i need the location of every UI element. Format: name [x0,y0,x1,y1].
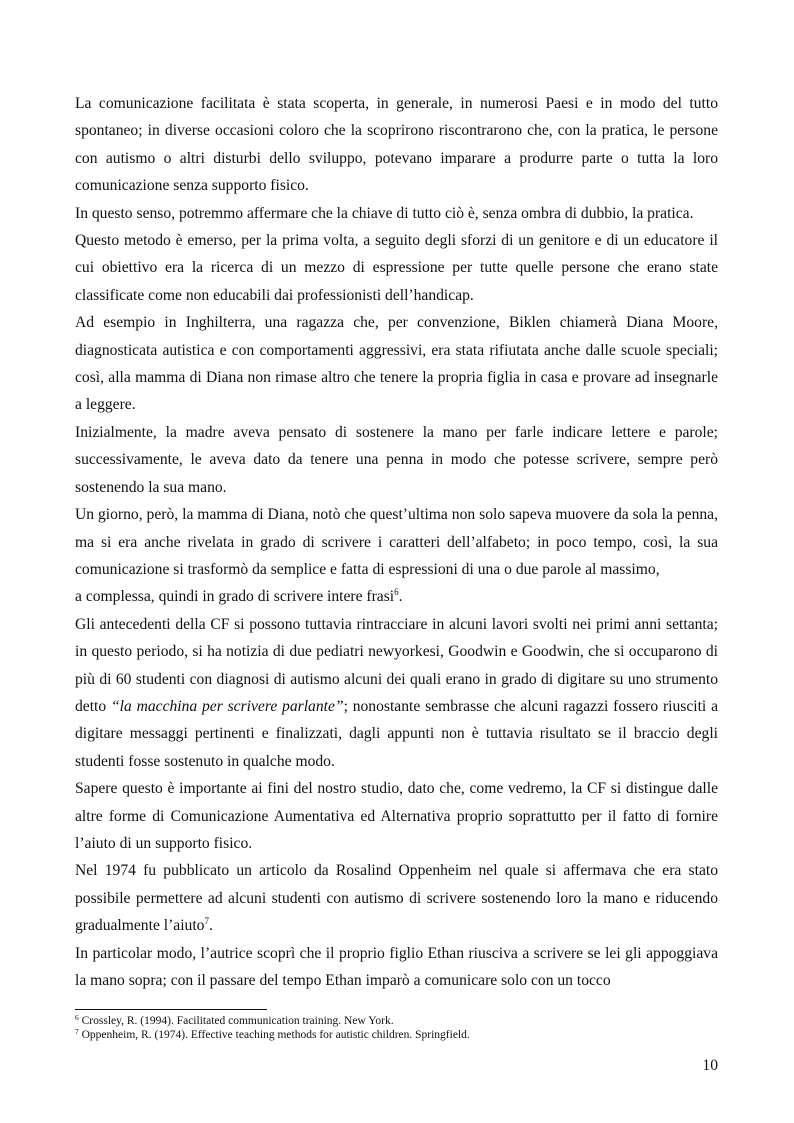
paragraph-9-end: . [208,917,213,935]
paragraph-7-text-b: ; nonostante sembrasse che alcuni ragazzi fossero riusciti a digitare messaggi pertinenti e finalizzati, dagli appunti non è tuttavia risultato se il braccio degli studenti fosse sostenuto in qualche modo. [75,697,718,770]
paragraph-5: Inizialmente, la madre aveva pensato di sostenere la mano per farle indicare lettere e parole; successivamente, le aveva dato da tenere una penna in modo che potesse scrivere, sempre però sostenendo la sua mano. [75,423,718,496]
footnote-7 [75,1028,718,1042]
footnote-7-text: Oppenheim, R. (1974). Effective teaching methods for autistic children. Springfield. [78,1029,470,1041]
paragraph-8: Sapere questo è importante ai fini del nostro studio, dato che, come vedremo, la CF si distingue dalle altre forme di Comunicazione Aumentativa ed Alternativa proprio soprattutto per il fatto di fornire l’aiuto di un supporto fisico. [75,780,718,852]
paragraph-6 [75,501,718,611]
paragraph-6-end: . [398,588,403,606]
footnote-separator [75,1009,267,1010]
paragraph-6-text-a: Un giorno, però, la mamma di Diana, notò che quest’ultima non solo sapeva muovere da sola la penna, ma si era anche rivelata in grado di scrivere i caratteri dell’alfabeto; in poco tempo, così, la sua comunicazione si trasformò da semplice e fatta di espressioni di una o due parole al massimo, [75,506,718,578]
footnote-6 [75,1014,718,1028]
paragraph-7 [75,611,718,775]
paragraph-3: Questo metodo è emerso, per la prima volta, a seguito degli sforzi di un genitore e di un educatore il cui obiettivo era la ricerca di un mezzo di espressione per tutte quelle persone che erano state classificate come non educabili dai professionisti dell’handicap. [75,232,718,304]
paragraph-7-italic-term: “la macchina per scrivere parlante” [110,697,344,715]
paragraph-7-text-a: Gli antecedenti della CF si possono tuttavia rintracciare in alcuni lavori svolti nei primi anni settanta; in questo periodo, si ha notizia di due pediatri newyorkesi, Goodwin e Goodwin, che si occuparono di più di 60 studenti con diagnosi di autismo alcuni dei quali erano in grado di digitare su uno strumento detto [75,615,718,715]
footnote-7-number: 7 [75,1027,79,1036]
paragraph-9 [75,857,718,939]
footnote-6-number: 6 [75,1013,79,1022]
footnote-ref-7: 7 [204,916,209,927]
paragraph-1: La comunicazione facilitata è stata scoperta, in generale, in numerosi Paesi e in modo del tutto spontaneo; in diverse occasioni coloro che la scoprirono riscontrarono che, con la pratica, le persone con autismo o altri disturbi dello sviluppo, potevano imparare a produrre parte o tutta la loro comunicazione senza supporto fisico. [75,95,718,195]
paragraph-6-text-b: a complessa, quindi in grado di scrivere intere frasi [75,588,395,606]
paragraph-9-text: Nel 1974 fu pubblicato un articolo da Rosalind Oppenheim nel quale si affermava che era stato possibile permettere ad alcuni studenti con autismo di scrivere sostenendo loro la mano e riducendo gradualmente l’aiuto [75,862,718,935]
footnote-ref-6: 6 [394,587,399,598]
paragraph-2: In questo senso, potremmo affermare che la chiave di tutto ciò è, senza ombra di dubbio, la pratica. [75,204,694,222]
footnote-6-text: Crossley, R. (1994). Facilitated communication training. New York. [78,1015,394,1027]
paragraph-4: Ad esempio in Inghilterra, una ragazza che, per convenzione, Biklen chiamerà Diana Moore, diagnosticata autistica e con comportamenti aggressivi, era stata rifiutata anche dalle scuole speciali; così, alla mamma di Diana non rimase altro che tenere la propria figlia in casa e provare ad insegnarle a leggere. [75,314,718,414]
paragraph-10: In particolar modo, l’autrice scoprì che il proprio figlio Ethan riusciva a scrivere se lei gli appoggiava la mano sopra; con il passare del tempo Ethan imparò a comunicare solo con un tocco [75,944,718,989]
body-text [75,90,718,994]
page-number: 10 [702,1057,718,1074]
footnotes [75,1014,718,1042]
